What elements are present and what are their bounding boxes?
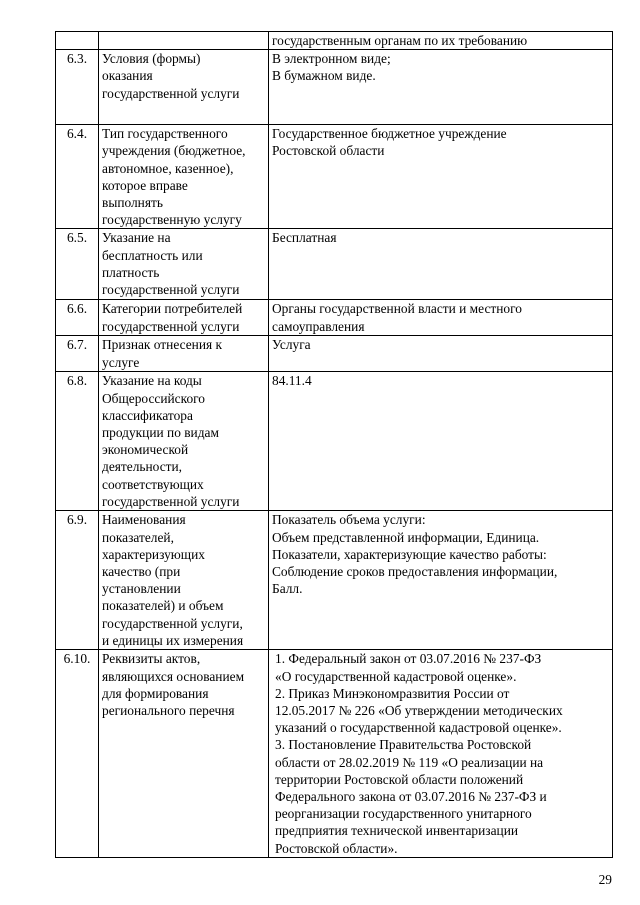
value-line: реорганизации государственного унитарного — [275, 806, 532, 822]
page-number: 29 — [598, 872, 612, 887]
cell-value — [269, 372, 613, 511]
cell-label — [99, 511, 269, 650]
value-line: В бумажном виде. — [272, 68, 376, 84]
value-line: Органы государственной власти и местного — [272, 301, 522, 317]
label-line: которое вправе — [102, 177, 188, 193]
label-line: Указание на — [102, 230, 171, 246]
label-line: Указание на коды — [102, 373, 202, 389]
cell-num: 6.7. — [56, 336, 99, 372]
value-line: территории Ростовской области положений — [275, 771, 524, 787]
label-line: соответствующих — [102, 476, 204, 492]
value-line: предприятия технической инвентаризации — [275, 823, 519, 839]
label-line: платность — [102, 264, 160, 280]
table-row — [56, 229, 613, 300]
label-line: Признак отнесения к — [102, 337, 222, 353]
label-line: продукции по видам — [102, 425, 219, 441]
cell-value — [269, 229, 613, 300]
value-line: Федерального закона от 03.07.2016 № 237-ФЗ и — [275, 789, 547, 805]
label-line: государственной услуги — [102, 493, 240, 509]
label-line: услуге — [102, 354, 140, 370]
cell-num: 6.6. — [56, 300, 99, 336]
table-row — [56, 336, 613, 372]
label-line: и единицы их измерения — [102, 632, 244, 648]
value-line: Объем представленной информации, Единица. — [272, 529, 540, 545]
label-line: Категории потребителей — [102, 301, 243, 317]
cell-value — [269, 300, 613, 336]
label-line: показателей) и объем — [102, 598, 224, 614]
cell-label — [99, 300, 269, 336]
value-line: Балл. — [272, 581, 303, 597]
cell-label — [99, 650, 269, 857]
cell-num: 6.5. — [56, 229, 99, 300]
cell-label — [99, 32, 269, 50]
table-row — [56, 650, 613, 857]
registry-table — [55, 31, 613, 858]
value-line: Соблюдение сроков предоставления информации, — [272, 564, 558, 580]
label-line: государственной услуги — [102, 85, 240, 101]
label-line: качество (при — [102, 564, 181, 580]
label-line: государственной услуги, — [102, 615, 243, 631]
value-line: Ростовской области». — [275, 840, 398, 856]
label-line: учреждения (бюджетное, — [102, 143, 246, 159]
label-line: Условия (формы) — [102, 51, 201, 67]
label-line: экономической — [102, 442, 189, 458]
value-line: «О государственной кадастровой оценке». — [275, 668, 517, 684]
table-row — [56, 300, 613, 336]
label-line: Реквизиты актов, — [102, 651, 201, 667]
value-line: Государственное бюджетное учреждение — [272, 126, 507, 142]
value-line: указаний о государственной кадастровой оценке». — [275, 720, 562, 736]
cell-value — [269, 650, 613, 857]
label-line: показателей, — [102, 529, 174, 545]
cell-value — [269, 336, 613, 372]
cell-value — [269, 50, 613, 125]
value-line: 1. Федеральный закон от 03.07.2016 № 237-ФЗ — [275, 651, 542, 667]
table-row — [56, 125, 613, 229]
table-row — [56, 511, 613, 650]
value-line: Бесплатная — [272, 230, 337, 246]
table-row — [56, 372, 613, 511]
label-line: для формирования — [102, 685, 209, 701]
label-line: Тип государственного — [102, 126, 228, 142]
value-line: области от 28.02.2019 № 119 «О реализации на — [275, 754, 544, 770]
label-line: характеризующих — [102, 546, 205, 562]
label-line: автономное, казенное), — [102, 160, 234, 176]
label-line: Общероссийского — [102, 390, 205, 406]
value-line: 84.11.4 — [272, 373, 312, 389]
value-line: В электронном виде; — [272, 51, 391, 67]
cell-label — [99, 125, 269, 229]
cell-num: 6.9. — [56, 511, 99, 650]
label-line: государственную услугу — [102, 212, 242, 228]
cell-num — [56, 32, 99, 50]
label-line: являющихся основанием — [102, 668, 245, 684]
table-row — [56, 50, 613, 125]
value-line: самоуправления — [272, 318, 365, 334]
cell-value — [269, 511, 613, 650]
cell-num: 6.8. — [56, 372, 99, 511]
value-line: Услуга — [272, 337, 311, 353]
label-line: установлении — [102, 581, 181, 597]
label-line: бесплатность или — [102, 247, 203, 263]
cell-num: 6.3. — [56, 50, 99, 125]
value-line: 12.05.2017 № 226 «Об утверждении методических — [275, 703, 563, 719]
label-line: классификатора — [102, 407, 193, 423]
value-line: 2. Приказ Минэкономразвития России от — [275, 685, 510, 701]
cell-value — [269, 125, 613, 229]
label-line: государственной услуги — [102, 318, 240, 334]
cell-label — [99, 336, 269, 372]
cell-value: государственным органам по их требованию — [269, 32, 613, 50]
cell-label — [99, 372, 269, 511]
label-line: выполнять — [102, 195, 163, 211]
cell-num: 6.10. — [56, 650, 99, 857]
cell-label — [99, 50, 269, 125]
label-line: государственной услуги — [102, 282, 240, 298]
table-row-continuation — [56, 32, 613, 50]
value-line: Ростовской области — [272, 143, 385, 159]
value-line: Показатель объема услуги: — [272, 512, 426, 528]
cell-label — [99, 229, 269, 300]
label-line: регионального перечня — [102, 703, 235, 719]
value-line: 3. Постановление Правительства Ростовской — [275, 737, 532, 753]
label-line: деятельности, — [102, 459, 183, 475]
label-line: оказания — [102, 68, 153, 84]
cell-num: 6.4. — [56, 125, 99, 229]
value-line: Показатели, характеризующие качество работы: — [272, 546, 547, 562]
label-line: Наименования — [102, 512, 186, 528]
